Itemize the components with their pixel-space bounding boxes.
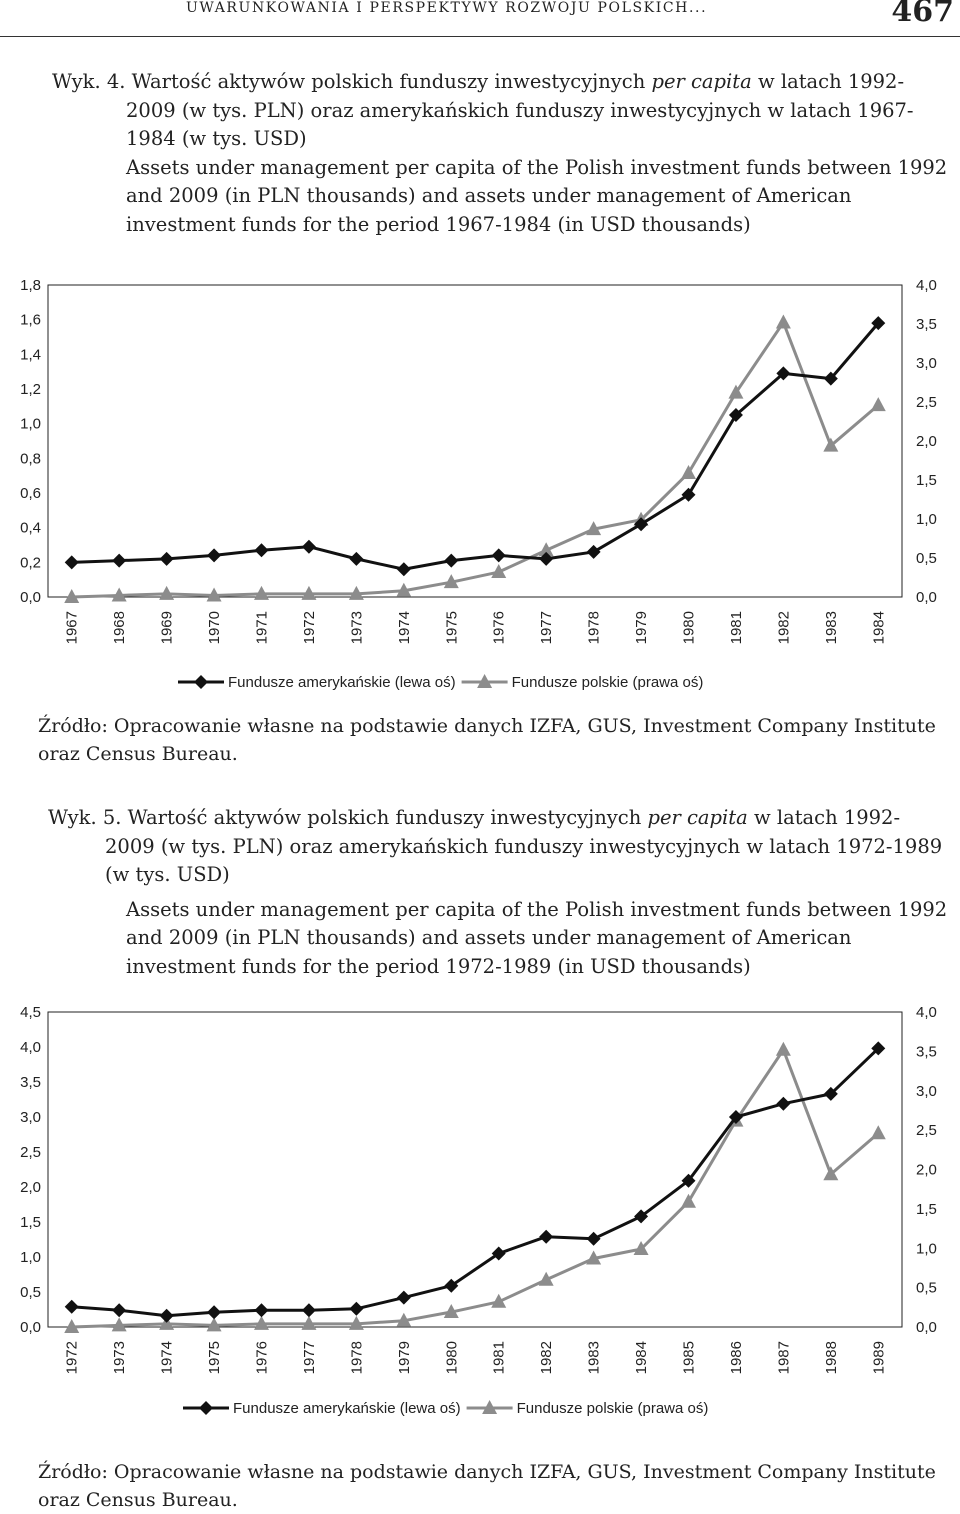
x-tick-label: 1967 — [63, 611, 81, 645]
y-left-tick-label: 1,2 — [20, 381, 41, 398]
x-tick-label: 1980 — [443, 1341, 461, 1375]
y-right-tick-label: 0,0 — [916, 1319, 937, 1336]
x-tick-label: 1981 — [490, 1341, 508, 1375]
american-funds-point — [682, 488, 696, 502]
polish-funds-point — [871, 1125, 886, 1139]
american-funds-point — [302, 540, 316, 554]
american-funds-point — [444, 554, 458, 568]
legend-label: Fundusze polskie (prawa oś) — [516, 1400, 709, 1417]
american-funds-point — [255, 543, 269, 557]
x-tick-label: 1976 — [490, 611, 508, 645]
x-tick-label: 1977 — [300, 1341, 318, 1375]
x-tick-label: 1973 — [348, 611, 366, 645]
figure-5-caption-english: Assets under management per capita of the Polish investment funds between 1992 and 2009 (in PLN thousands) and assets under management of American investment funds for the period 1972-1989 (in USD thousands) — [126, 897, 948, 978]
x-tick-label: 1975 — [443, 611, 461, 645]
x-tick-label: 1974 — [395, 611, 413, 645]
american-funds-point — [207, 548, 221, 562]
y-left-tick-label: 0,2 — [20, 554, 41, 572]
plot-area — [48, 285, 902, 597]
figure-5-caption — [48, 804, 948, 981]
y-left-tick-label: 0,4 — [20, 519, 41, 537]
polish-funds-point — [776, 314, 791, 328]
american-funds-point — [255, 1303, 269, 1317]
figure-5-source: Źródło: Opracowanie własne na podstawie danych IZFA, GUS, Investment Company Institute oraz Census Bureau. — [38, 1461, 936, 1511]
legend-label: Fundusze amerykańskie (lewa oś) — [228, 674, 456, 691]
american-funds-point — [160, 552, 174, 566]
y-left-tick-label: 1,6 — [20, 311, 41, 329]
x-tick-label: 1984 — [633, 1341, 651, 1375]
x-tick-label: 1972 — [63, 1341, 81, 1375]
american-funds-point — [397, 562, 411, 576]
american-funds-point — [587, 1232, 601, 1246]
figure-4-caption — [52, 68, 952, 239]
y-right-tick-label: 2,0 — [916, 1161, 937, 1179]
x-tick-label: 1979 — [633, 611, 651, 645]
legend-label: Fundusze amerykańskie (lewa oś) — [233, 1400, 461, 1417]
y-right-tick-label: 1,5 — [916, 1200, 937, 1218]
american-funds-point — [397, 1291, 411, 1305]
polish-funds-point — [776, 1042, 791, 1056]
x-tick-label: 1986 — [727, 1341, 745, 1375]
y-left-tick-label: 0,8 — [20, 450, 41, 468]
x-tick-label: 1982 — [775, 611, 793, 645]
x-tick-label: 1982 — [538, 1341, 556, 1375]
american-funds-point — [492, 548, 506, 562]
x-tick-label: 1979 — [395, 1341, 413, 1375]
polish-funds-point — [871, 397, 886, 411]
y-right-tick-label: 4,0 — [916, 1004, 937, 1021]
y-left-tick-label: 0,0 — [20, 1319, 41, 1336]
plot-area — [48, 1012, 902, 1327]
x-tick-label: 1989 — [870, 1341, 888, 1375]
y-left-tick-label: 1,8 — [20, 277, 41, 294]
legend-diamond-marker — [199, 1401, 213, 1415]
y-left-tick-label: 0,5 — [20, 1284, 41, 1301]
y-left-tick-label: 2,0 — [20, 1179, 41, 1196]
american-funds-point — [112, 1303, 126, 1317]
x-tick-label: 1978 — [585, 611, 603, 645]
y-left-tick-label: 1,0 — [20, 1249, 41, 1266]
polish-funds-line — [72, 1050, 879, 1327]
y-left-tick-label: 3,0 — [20, 1109, 41, 1126]
x-tick-label: 1983 — [822, 611, 840, 645]
y-left-tick-label: 0,0 — [20, 589, 41, 606]
polish-funds-point — [681, 465, 696, 479]
american-funds-point — [587, 545, 601, 559]
y-right-tick-label: 2,0 — [916, 433, 937, 450]
y-right-tick-label: 1,5 — [916, 472, 937, 489]
legend-diamond-marker — [194, 675, 208, 689]
y-left-tick-label: 1,0 — [20, 415, 41, 433]
polish-funds-point — [681, 1194, 696, 1208]
american-funds-point — [112, 554, 126, 568]
y-right-tick-label: 2,5 — [916, 394, 937, 411]
x-tick-label: 1970 — [206, 611, 224, 645]
y-right-tick-label: 4,0 — [916, 277, 937, 294]
x-tick-label: 1969 — [158, 611, 176, 645]
american-funds-point — [160, 1309, 174, 1323]
y-right-tick-label: 0,5 — [916, 550, 937, 567]
x-tick-label: 1968 — [111, 611, 129, 645]
page-number: 467 — [891, 0, 954, 29]
y-right-tick-label: 3,0 — [916, 1082, 937, 1100]
x-tick-label: 1975 — [206, 1341, 224, 1375]
figure-4-source: Źródło: Opracowanie własne na podstawie danych IZFA, GUS, Investment Company Institute oraz Census Bureau. — [38, 715, 936, 765]
x-tick-label: 1980 — [680, 611, 698, 645]
y-right-tick-label: 1,0 — [916, 511, 937, 528]
figure-4-caption-english: Assets under management per capita of the Polish investment funds between 1992 and 2009 (in PLN thousands) and assets under management of American investment funds for the period 1967-1984 (in USD thousands) — [126, 155, 948, 236]
american-funds-point — [776, 1097, 790, 1111]
x-tick-label: 1983 — [585, 1341, 603, 1375]
american-funds-point — [302, 1303, 316, 1317]
american-funds-point — [207, 1305, 221, 1319]
y-right-tick-label: 0,0 — [916, 589, 937, 606]
x-tick-label: 1976 — [253, 1341, 271, 1375]
american-funds-point — [349, 552, 363, 566]
x-tick-label: 1985 — [680, 1341, 698, 1375]
y-left-tick-label: 3,5 — [20, 1074, 41, 1091]
x-tick-label: 1977 — [538, 611, 556, 645]
x-tick-label: 1981 — [727, 611, 745, 645]
american-funds-point — [539, 1230, 553, 1244]
y-left-tick-label: 1,5 — [20, 1214, 41, 1231]
american-funds-point — [65, 555, 79, 569]
figure-4-line-chart — [0, 265, 960, 705]
y-right-tick-label: 2,5 — [916, 1122, 937, 1140]
y-left-tick-label: 1,4 — [20, 346, 41, 364]
x-tick-label: 1974 — [158, 1341, 176, 1375]
figure-5-caption-polish: Wyk. 5. Wartość aktywów polskich funduszy inwestycyjnych per capita w latach 1992-2009 (w tys. PLN) oraz amerykańskich funduszy inwestycyjnych w latach 1972-1989 (w tys. USD) — [48, 806, 943, 886]
x-tick-label: 1973 — [111, 1341, 129, 1375]
legend-label: Fundusze polskie (prawa oś) — [511, 674, 704, 691]
x-tick-label: 1987 — [775, 1341, 793, 1375]
y-right-tick-label: 1,0 — [916, 1240, 937, 1258]
running-head: UWARUNKOWANIA I PERSPEKTYWY ROZWOJU POLSKICH... — [186, 0, 708, 16]
x-tick-label: 1972 — [300, 611, 318, 645]
y-left-tick-label: 2,5 — [20, 1144, 41, 1161]
figure-5-line-chart — [0, 995, 960, 1435]
american-funds-point — [65, 1300, 79, 1314]
y-right-tick-label: 0,5 — [916, 1279, 937, 1297]
x-tick-label: 1984 — [870, 611, 888, 645]
american-funds-point — [349, 1302, 363, 1316]
x-tick-label: 1988 — [822, 1341, 840, 1375]
y-right-tick-label: 3,5 — [916, 1043, 937, 1061]
x-tick-label: 1971 — [253, 611, 271, 645]
y-left-tick-label: 4,0 — [20, 1039, 41, 1056]
y-left-tick-label: 0,6 — [20, 485, 41, 502]
page-header — [0, 0, 960, 37]
figure-4-caption-polish: Wyk. 4. Wartość aktywów polskich funduszy inwestycyjnych per capita w latach 1992-2009 (w tys. PLN) oraz amerykańskich funduszy inwestycyjnych w latach 1967-1984 (w tys. USD) — [52, 70, 914, 150]
y-right-tick-label: 3,0 — [916, 355, 937, 372]
x-tick-label: 1978 — [348, 1341, 366, 1375]
y-right-tick-label: 3,5 — [916, 316, 937, 333]
y-left-tick-label: 4,5 — [20, 1004, 41, 1021]
